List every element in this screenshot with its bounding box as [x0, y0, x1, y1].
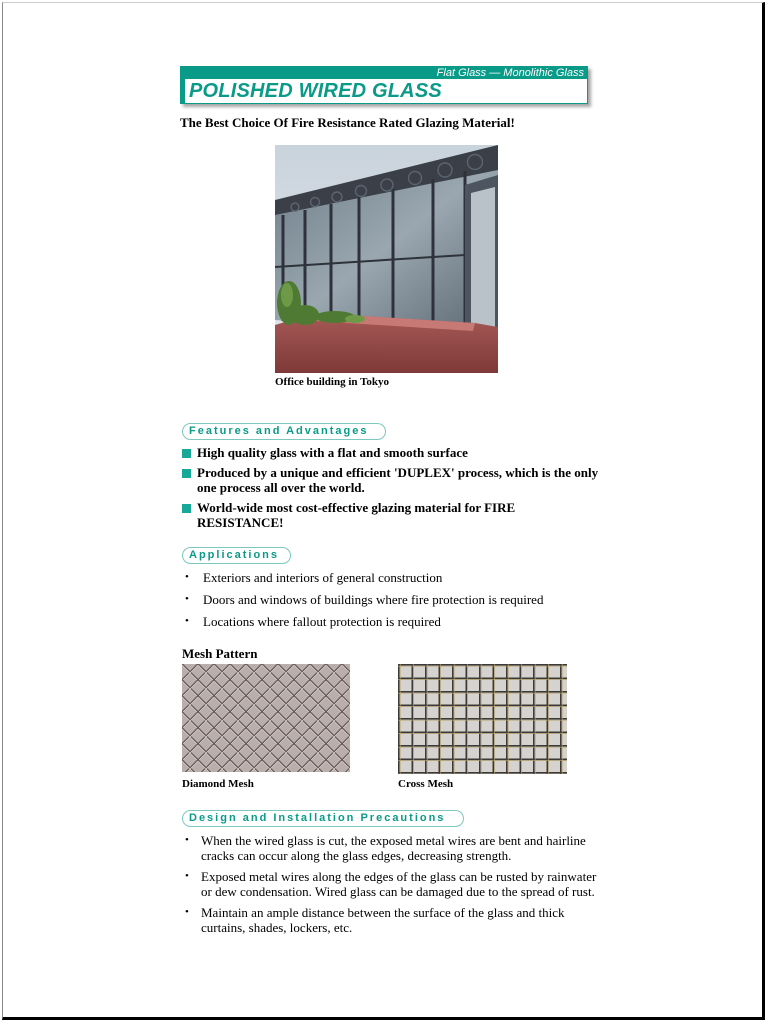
list-item: • Locations where fallout protection is required — [185, 614, 441, 629]
square-bullet-icon — [182, 449, 191, 458]
bullet-icon: • — [185, 593, 189, 605]
building-photo — [275, 145, 498, 373]
diamond-mesh-image — [182, 664, 350, 772]
bullet-icon: • — [185, 906, 189, 918]
list-item: • Exposed metal wires along the edges of the glass can be rusted by rainwater or dew condensation. Wired glass can be damaged due to the spread of rust. — [185, 869, 597, 899]
cross-mesh-caption: Cross Mesh — [398, 778, 454, 790]
cross-mesh-image — [398, 664, 567, 774]
diamond-mesh-caption: Diamond Mesh — [182, 778, 254, 790]
mesh-pattern-heading: Mesh Pattern — [182, 646, 258, 661]
bullet-icon: • — [185, 571, 189, 583]
features-list — [182, 445, 602, 535]
list-item: • Doors and windows of buildings where fire protection is required — [185, 592, 544, 607]
list-item: • Exteriors and interiors of general construction — [185, 570, 443, 585]
list-item: • When the wired glass is cut, the exposed metal wires are bent and hairline cracks can occur along the glass edges, decreasing strength. — [185, 833, 586, 863]
applications-list — [182, 570, 602, 636]
page-subtitle: The Best Choice Of Fire Resistance Rated Glazing Material! — [180, 115, 515, 130]
banner-category: Flat Glass — Monolithic Glass — [181, 67, 587, 79]
banner-accent-bar — [181, 79, 185, 104]
design-heading: Design and Installation Precautions — [182, 810, 464, 827]
square-bullet-icon — [182, 469, 191, 478]
title-banner — [180, 66, 588, 104]
design-precautions-list — [182, 833, 607, 941]
bullet-icon: • — [185, 870, 189, 882]
bullet-icon: • — [185, 615, 189, 627]
list-item: High quality glass with a flat and smooth surface — [182, 445, 602, 460]
list-item: World-wide most cost-effective glazing material for FIRE RESISTANCE! — [182, 500, 602, 530]
list-item: • Maintain an ample distance between the surface of the glass and thick curtains, shades, lockers, etc. — [185, 905, 565, 935]
page-title: POLISHED WIRED GLASS — [189, 80, 442, 102]
photo-caption: Office building in Tokyo — [275, 376, 390, 388]
bullet-icon: • — [185, 834, 189, 846]
applications-heading: Applications — [182, 547, 291, 564]
list-item: Produced by a unique and efficient 'DUPLEX' process, which is the only one process all over the world. — [182, 465, 602, 495]
square-bullet-icon — [182, 504, 191, 513]
features-heading: Features and Advantages — [182, 423, 386, 440]
